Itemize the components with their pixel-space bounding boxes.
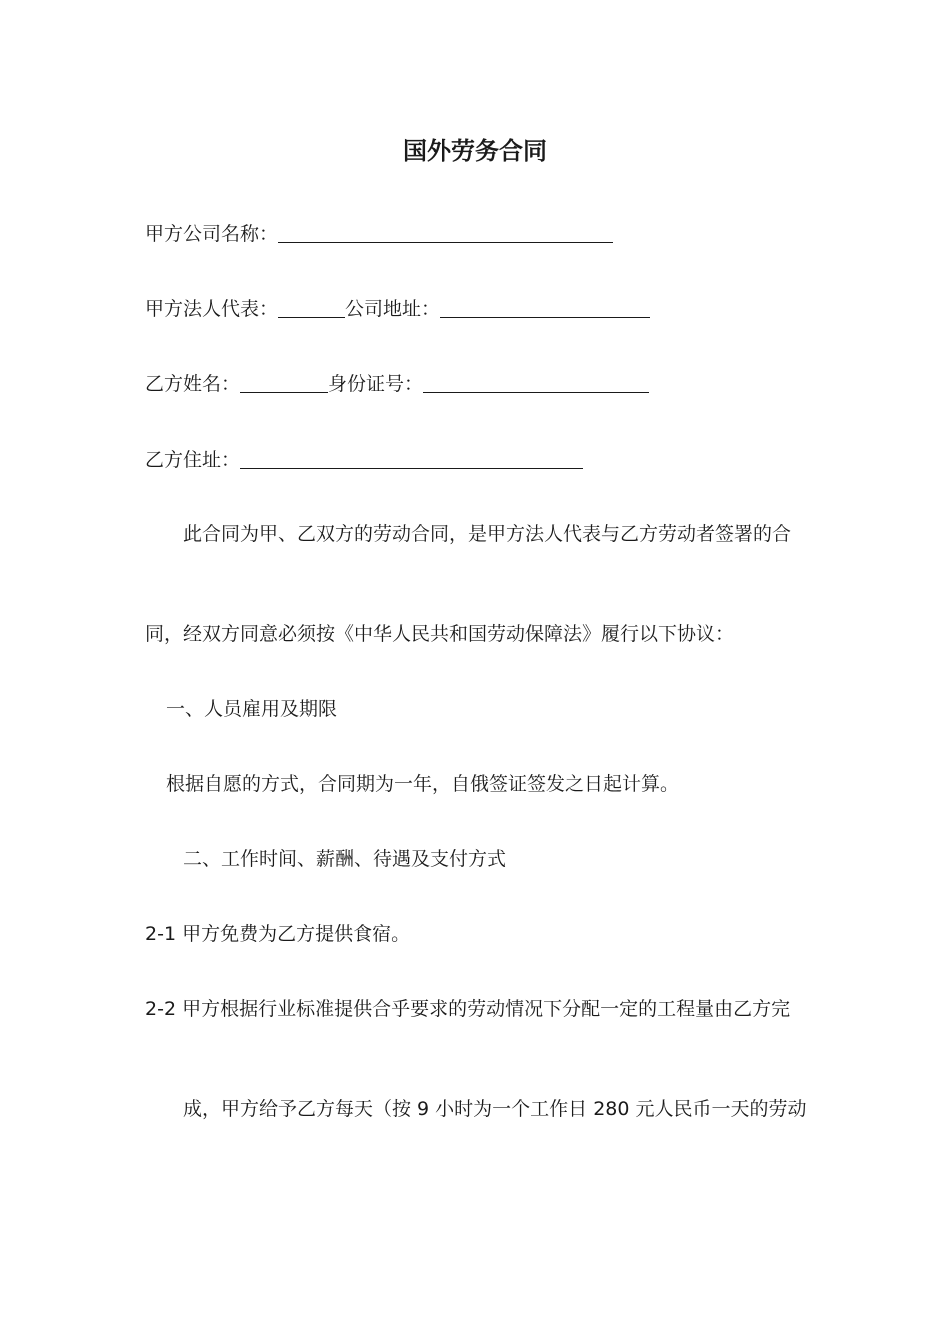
page-title: 国外劳务合同 [403, 137, 547, 165]
intro-paragraph-line1: 此合同为甲、乙双方的劳动合同，是甲方法人代表与乙方劳动者签署的合 [183, 523, 792, 545]
party-a-rep-blank[interactable] [278, 299, 345, 318]
clause-2-1: 2-1 甲方免费为乙方提供食宿。 [145, 923, 411, 945]
id-number-label: 身份证号： [328, 373, 424, 395]
section-1-text: 根据自愿的方式，合同期为一年，自俄签证签发之日起计算。 [166, 773, 680, 795]
party-b-address-blank[interactable] [240, 450, 583, 469]
party-a-company-label: 甲方公司名称： [145, 223, 279, 245]
party-b-name-blank[interactable] [240, 374, 328, 393]
section-1-heading: 一、人员雇用及期限 [166, 698, 338, 720]
company-address-label: 公司地址： [345, 298, 441, 320]
party-a-company-blank[interactable] [278, 224, 613, 243]
id-number-blank[interactable] [423, 374, 649, 393]
party-b-address-row [145, 448, 583, 472]
party-a-rep-label: 甲方法人代表： [145, 298, 279, 320]
party-a-company-row [145, 222, 613, 246]
clause-2-2-line2: 成，甲方给予乙方每天（按 9 小时为一个工作日 280 元人民币一天的劳动 [183, 1098, 807, 1120]
party-b-name-label: 乙方姓名： [145, 373, 241, 395]
clause-2-2-line1: 2-2 甲方根据行业标准提供合乎要求的劳动情况下分配一定的工程量由乙方完 [145, 998, 791, 1020]
section-2-heading: 二、工作时间、薪酬、待遇及支付方式 [183, 848, 507, 870]
party-a-rep-row [145, 297, 650, 321]
company-address-blank[interactable] [440, 299, 650, 318]
intro-paragraph-line2: 同，经双方同意必须按《中华人民共和国劳动保障法》履行以下协议： [145, 623, 735, 645]
party-b-name-row [145, 372, 649, 396]
party-b-address-label: 乙方住址： [145, 449, 241, 471]
